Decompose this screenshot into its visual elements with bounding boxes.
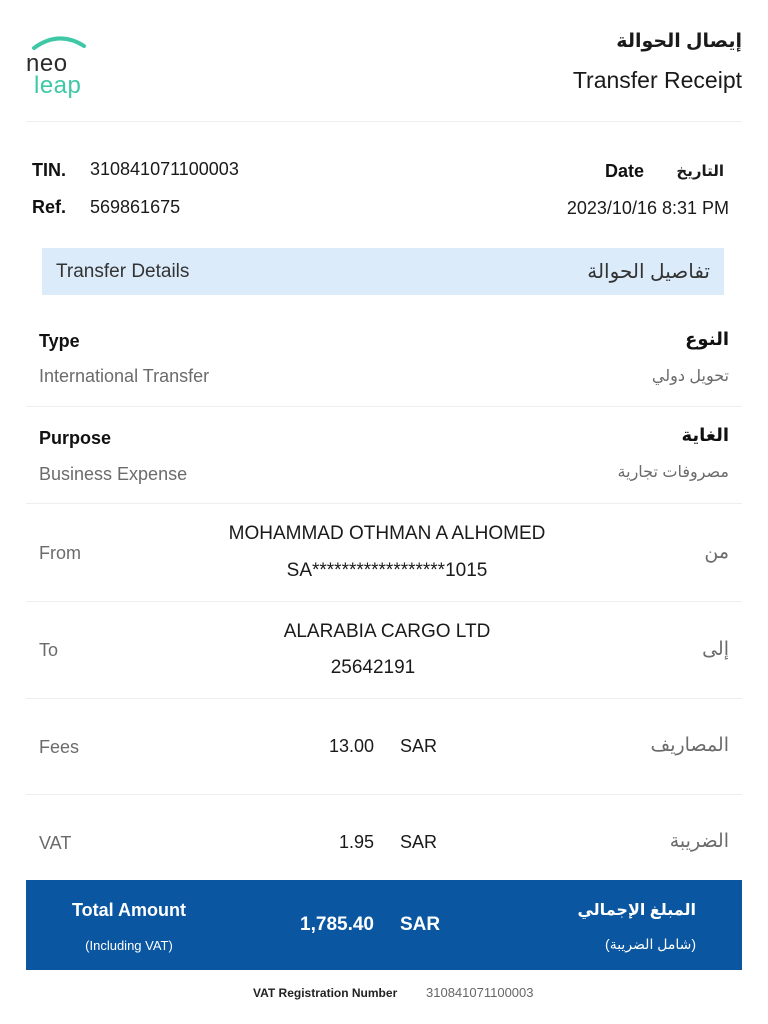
ref-label: Ref. bbox=[32, 197, 67, 217]
purpose-value-arabic: مصروفات تجارية bbox=[617, 464, 729, 481]
from-name: MOHAMMAD OTHMAN A ALHOMED bbox=[228, 523, 546, 544]
divider bbox=[26, 503, 742, 504]
transfer-details-title: Transfer Details bbox=[56, 261, 190, 282]
total-label: Total Amount bbox=[72, 900, 186, 920]
type-label-arabic: النوع bbox=[685, 329, 729, 349]
tin-label: TIN. bbox=[32, 160, 66, 180]
purpose-value: Business Expense bbox=[39, 464, 188, 484]
fees-currency: SAR bbox=[400, 736, 438, 756]
type-label: Type bbox=[39, 331, 80, 351]
total-sub-label: (Including VAT) bbox=[85, 938, 173, 953]
date-label-arabic: التاريخ bbox=[676, 163, 724, 180]
total-sub-label-arabic: (شامل الضريبة) bbox=[605, 936, 696, 952]
type-value-arabic: تحويل دولي bbox=[651, 368, 729, 385]
divider bbox=[26, 698, 742, 699]
total-amount: 1,785.40 bbox=[300, 914, 374, 935]
ref-value: 569861675 bbox=[90, 197, 181, 217]
vat-amount: 1.95 bbox=[338, 832, 374, 852]
total-currency: SAR bbox=[400, 914, 441, 935]
vat-registration-label: VAT Registration Number bbox=[253, 986, 398, 1000]
page-title-arabic: إيصال الحوالة bbox=[616, 31, 742, 52]
date-value: 2023/10/16 8:31 PM bbox=[566, 198, 729, 218]
total-amount-bar bbox=[26, 880, 742, 970]
transfer-details-title-arabic: تفاصيل الحوالة bbox=[587, 261, 710, 283]
logo-text-leap: leap bbox=[34, 72, 82, 99]
logo-text-neo: neo bbox=[26, 50, 68, 77]
to-name: ALARABIA CARGO LTD bbox=[283, 621, 491, 642]
vat-label: VAT bbox=[39, 833, 72, 853]
page-title: Transfer Receipt bbox=[572, 67, 742, 93]
divider bbox=[26, 406, 742, 407]
fees-label-arabic: المصاريف bbox=[650, 735, 729, 756]
divider bbox=[26, 121, 742, 122]
transfer-details-header bbox=[42, 248, 724, 295]
date-label: Date bbox=[605, 161, 645, 181]
vat-currency: SAR bbox=[400, 832, 438, 852]
to-label-arabic: إلى bbox=[702, 639, 729, 660]
type-value: International Transfer bbox=[39, 366, 210, 386]
vat-registration-value: 310841071100003 bbox=[426, 985, 534, 1000]
purpose-label: Purpose bbox=[39, 428, 112, 448]
from-account: SA******************1015 bbox=[286, 560, 488, 581]
vat-label-arabic: الضريبة bbox=[669, 831, 729, 852]
purpose-label-arabic: الغاية bbox=[681, 425, 729, 445]
divider bbox=[26, 794, 742, 795]
fees-label: Fees bbox=[39, 737, 80, 757]
from-label: From bbox=[39, 543, 81, 563]
to-account: 25642191 bbox=[330, 657, 416, 678]
neoleap-logo bbox=[24, 34, 96, 98]
fees-amount: 13.00 bbox=[328, 736, 374, 756]
divider bbox=[26, 601, 742, 602]
tin-value: 310841071100003 bbox=[90, 159, 239, 179]
to-label: To bbox=[39, 640, 59, 660]
from-label-arabic: من bbox=[704, 542, 729, 563]
total-label-arabic: المبلغ الإجمالي bbox=[577, 902, 696, 919]
